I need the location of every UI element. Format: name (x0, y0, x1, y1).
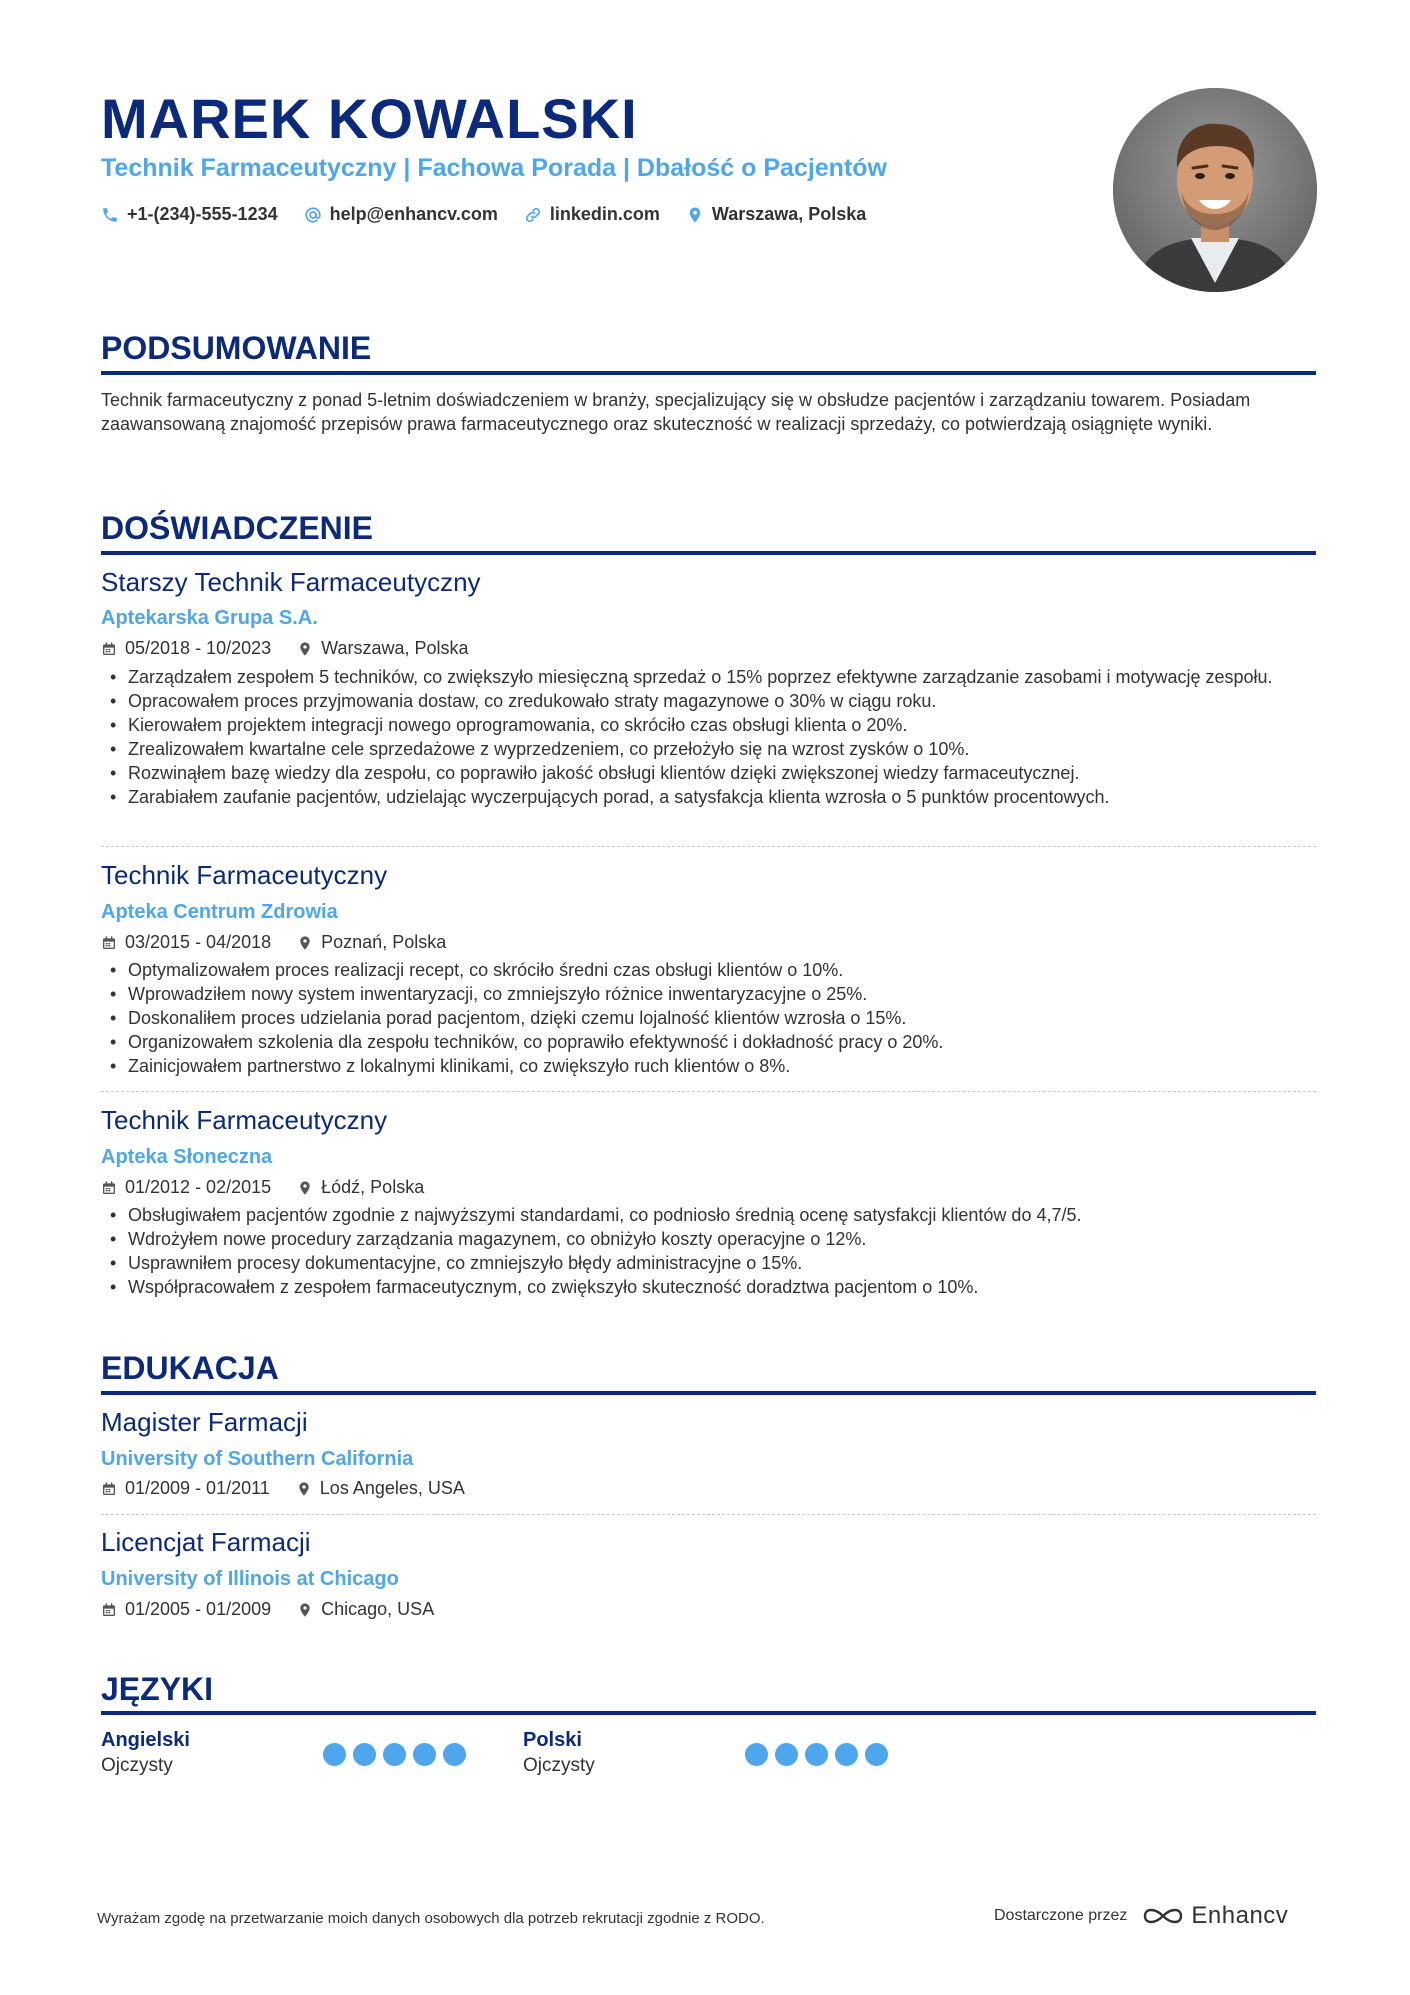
phone-icon (101, 206, 119, 224)
contact-linkedin-text: linkedin.com (549, 204, 660, 224)
language-level: Ojczysty (523, 1755, 595, 1776)
language-rating (323, 1743, 473, 1766)
language-rating (745, 1743, 895, 1766)
section-divider (101, 1391, 1316, 1395)
rating-dot (805, 1743, 828, 1766)
entry-divider (101, 1091, 1316, 1092)
section-divider (101, 371, 1316, 375)
job-company: Apteka Słoneczna (101, 1146, 273, 1168)
location-icon (297, 935, 313, 951)
contact-phone[interactable] (101, 204, 278, 225)
job-location: Poznań, Polska (321, 932, 447, 952)
contact-bar (101, 204, 892, 225)
calendar-icon (101, 1481, 117, 1497)
section-title-experience: DOŚWIADCZENIE (101, 510, 373, 546)
list-item: • Zarządzałem zespołem 5 techników, co zwiększyło miesięczną sprzedaż o 15% poprzez efektywne zarządzanie zasobami i motywację zespołu. (101, 665, 1316, 689)
rating-dot (323, 1743, 346, 1766)
language-level: Ojczysty (101, 1755, 173, 1776)
job-title: Technik Farmaceutyczny (101, 860, 388, 890)
section-title-summary: PODSUMOWANIE (101, 330, 372, 366)
summary-text: Technik farmaceutyczny z ponad 5-letnim doświadczeniem w branży, specjalizujący się w obsłudze pacjentów i zarządzaniu towarem. Posiadam zaawansowaną znajomość przepisów prawa farmaceutycznego oraz skuteczność w realizacji sprzedaży, co potwierdzają osiągnięte wyniki. (101, 390, 1251, 434)
list-item: • Doskonaliłem proces udzielania porad pacjentom, dzięki czemu lojalność klientów wzrosła o 15%. (101, 1006, 1316, 1030)
list-item: • Obsługiwałem pacjentów zgodnie z najwyższymi standardami, co podniosło średnią ocenę satysfakcji klientów do 4,7/5. (101, 1203, 1316, 1227)
language-name: Polski (523, 1729, 582, 1751)
job-dates: 05/2018 - 10/2023 (125, 638, 272, 658)
candidate-tagline: Technik Farmaceutyczny | Fachowa Porada | Dbałość o Pacjentów (101, 154, 887, 182)
list-item: • Współpracowałem z zespołem farmaceutycznym, co zwiększyło skuteczność doradztwa pacjentom o 10%. (101, 1275, 1316, 1299)
contact-email[interactable] (304, 204, 498, 225)
rating-dot (353, 1743, 376, 1766)
education-dates: 01/2009 - 01/2011 (125, 1478, 270, 1498)
job-achievements (101, 1203, 1316, 1299)
job-meta (101, 932, 446, 953)
contact-phone-text: +1-(234)-555-1234 (127, 204, 278, 224)
calendar-icon (101, 935, 117, 951)
contact-linkedin[interactable] (524, 204, 660, 225)
list-item: • Usprawniłem procesy dokumentacyjne, co zmniejszyło błędy administracyjne o 15%. (101, 1251, 1316, 1275)
enhancv-logo-icon (1141, 1904, 1185, 1928)
education-degree: Magister Farmacji (101, 1407, 308, 1437)
at-icon (304, 206, 322, 224)
job-location: Warszawa, Polska (321, 638, 469, 658)
entry-divider (101, 1514, 1316, 1515)
rating-dot (835, 1743, 858, 1766)
education-school: University of Illinois at Chicago (101, 1568, 399, 1590)
education-location: Chicago, USA (321, 1599, 435, 1619)
calendar-icon (101, 1602, 117, 1618)
rating-dot (775, 1743, 798, 1766)
job-dates: 01/2012 - 02/2015 (125, 1177, 272, 1197)
calendar-icon (101, 1180, 117, 1196)
entry-divider (101, 846, 1316, 847)
rating-dot (383, 1743, 406, 1766)
list-item: • Wprowadziłem nowy system inwentaryzacji, co zmniejszyło różnice inwentaryzacyjne o 25%. (101, 982, 1316, 1006)
rating-dot (745, 1743, 768, 1766)
list-item: • Zainicjowałem partnerstwo z lokalnymi klinikami, co zwiększyło ruch klientów o 8%. (101, 1054, 1316, 1078)
calendar-icon (101, 641, 117, 657)
list-item: • Opracowałem proces przyjmowania dostaw, co zredukowało straty magazynowe o 30% w ciągu roku. (101, 689, 1316, 713)
job-meta (101, 1177, 424, 1198)
rating-dot (443, 1743, 466, 1766)
job-title: Technik Farmaceutyczny (101, 1105, 388, 1135)
list-item: • Optymalizowałem proces realizacji recept, co skróciło średni czas obsługi klientów o 10%. (101, 958, 1316, 982)
education-meta (101, 1599, 434, 1620)
location-icon (296, 1481, 312, 1497)
job-title: Starszy Technik Farmaceutyczny (101, 567, 481, 597)
location-icon (297, 1180, 313, 1196)
rating-dot (865, 1743, 888, 1766)
education-location: Los Angeles, USA (319, 1478, 465, 1498)
job-achievements (101, 665, 1316, 809)
section-divider (101, 1711, 1316, 1715)
location-icon (686, 206, 704, 224)
list-item: • Rozwinąłem bazę wiedzy dla zespołu, co poprawiło jakość obsługi klientów dzięki zwiększonej wiedzy farmaceutycznej. (101, 761, 1316, 785)
job-company: Apteka Centrum Zdrowia (101, 901, 338, 923)
link-icon (524, 206, 542, 224)
avatar (1113, 88, 1317, 292)
education-degree: Licencjat Farmacji (101, 1527, 311, 1557)
education-dates: 01/2005 - 01/2009 (125, 1599, 272, 1619)
powered-by-label: Dostarczone przez (994, 1907, 1128, 1924)
job-achievements (101, 958, 1316, 1078)
powered-by (994, 1902, 1288, 1930)
section-title-education: EDUKACJA (101, 1350, 279, 1386)
education-school: University of Southern California (101, 1448, 414, 1470)
location-icon (297, 1602, 313, 1618)
contact-location (686, 204, 866, 225)
consent-note: Wyrażam zgodę na przetwarzanie moich danych osobowych dla potrzeb rekrutacji zgodnie z RODO. (97, 1910, 765, 1927)
list-item: • Zarabiałem zaufanie pacjentów, udzielając wyczerpujących porad, a satysfakcja klienta wzrosła o 5 punktów procentowych. (101, 785, 1316, 809)
list-item: • Zrealizowałem kwartalne cele sprzedażowe z wyprzedzeniem, co przełożyło się na wzrost zysków o 10%. (101, 737, 1316, 761)
list-item: • Wdrożyłem nowe procedury zarządzania magazynem, co obniżyło koszty operacyjne o 12%. (101, 1227, 1316, 1251)
job-company: Aptekarska Grupa S.A. (101, 607, 318, 629)
location-icon (297, 641, 313, 657)
section-title-languages: JĘZYKI (101, 1671, 214, 1707)
education-meta (101, 1478, 465, 1499)
list-item: • Organizowałem szkolenia dla zespołu techników, co poprawiło efektywność i dokładność pracy o 20%. (101, 1030, 1316, 1054)
section-divider (101, 551, 1316, 555)
job-meta (101, 638, 469, 659)
list-item: • Kierowałem projektem integracji nowego oprogramowania, co skróciło czas obsługi klienta o 20%. (101, 713, 1316, 737)
contact-email-text: help@enhancv.com (329, 204, 498, 224)
enhancv-logo-text: Enhancv (1191, 1902, 1289, 1929)
language-name: Angielski (101, 1729, 190, 1751)
enhancv-logo[interactable] (1141, 1902, 1288, 1930)
candidate-name: MAREK KOWALSKI (101, 87, 638, 150)
profile-photo (1113, 88, 1317, 292)
rating-dot (413, 1743, 436, 1766)
job-location: Łódź, Polska (321, 1177, 425, 1197)
job-dates: 03/2015 - 04/2018 (125, 932, 272, 952)
contact-location-text: Warszawa, Polska (711, 204, 867, 224)
